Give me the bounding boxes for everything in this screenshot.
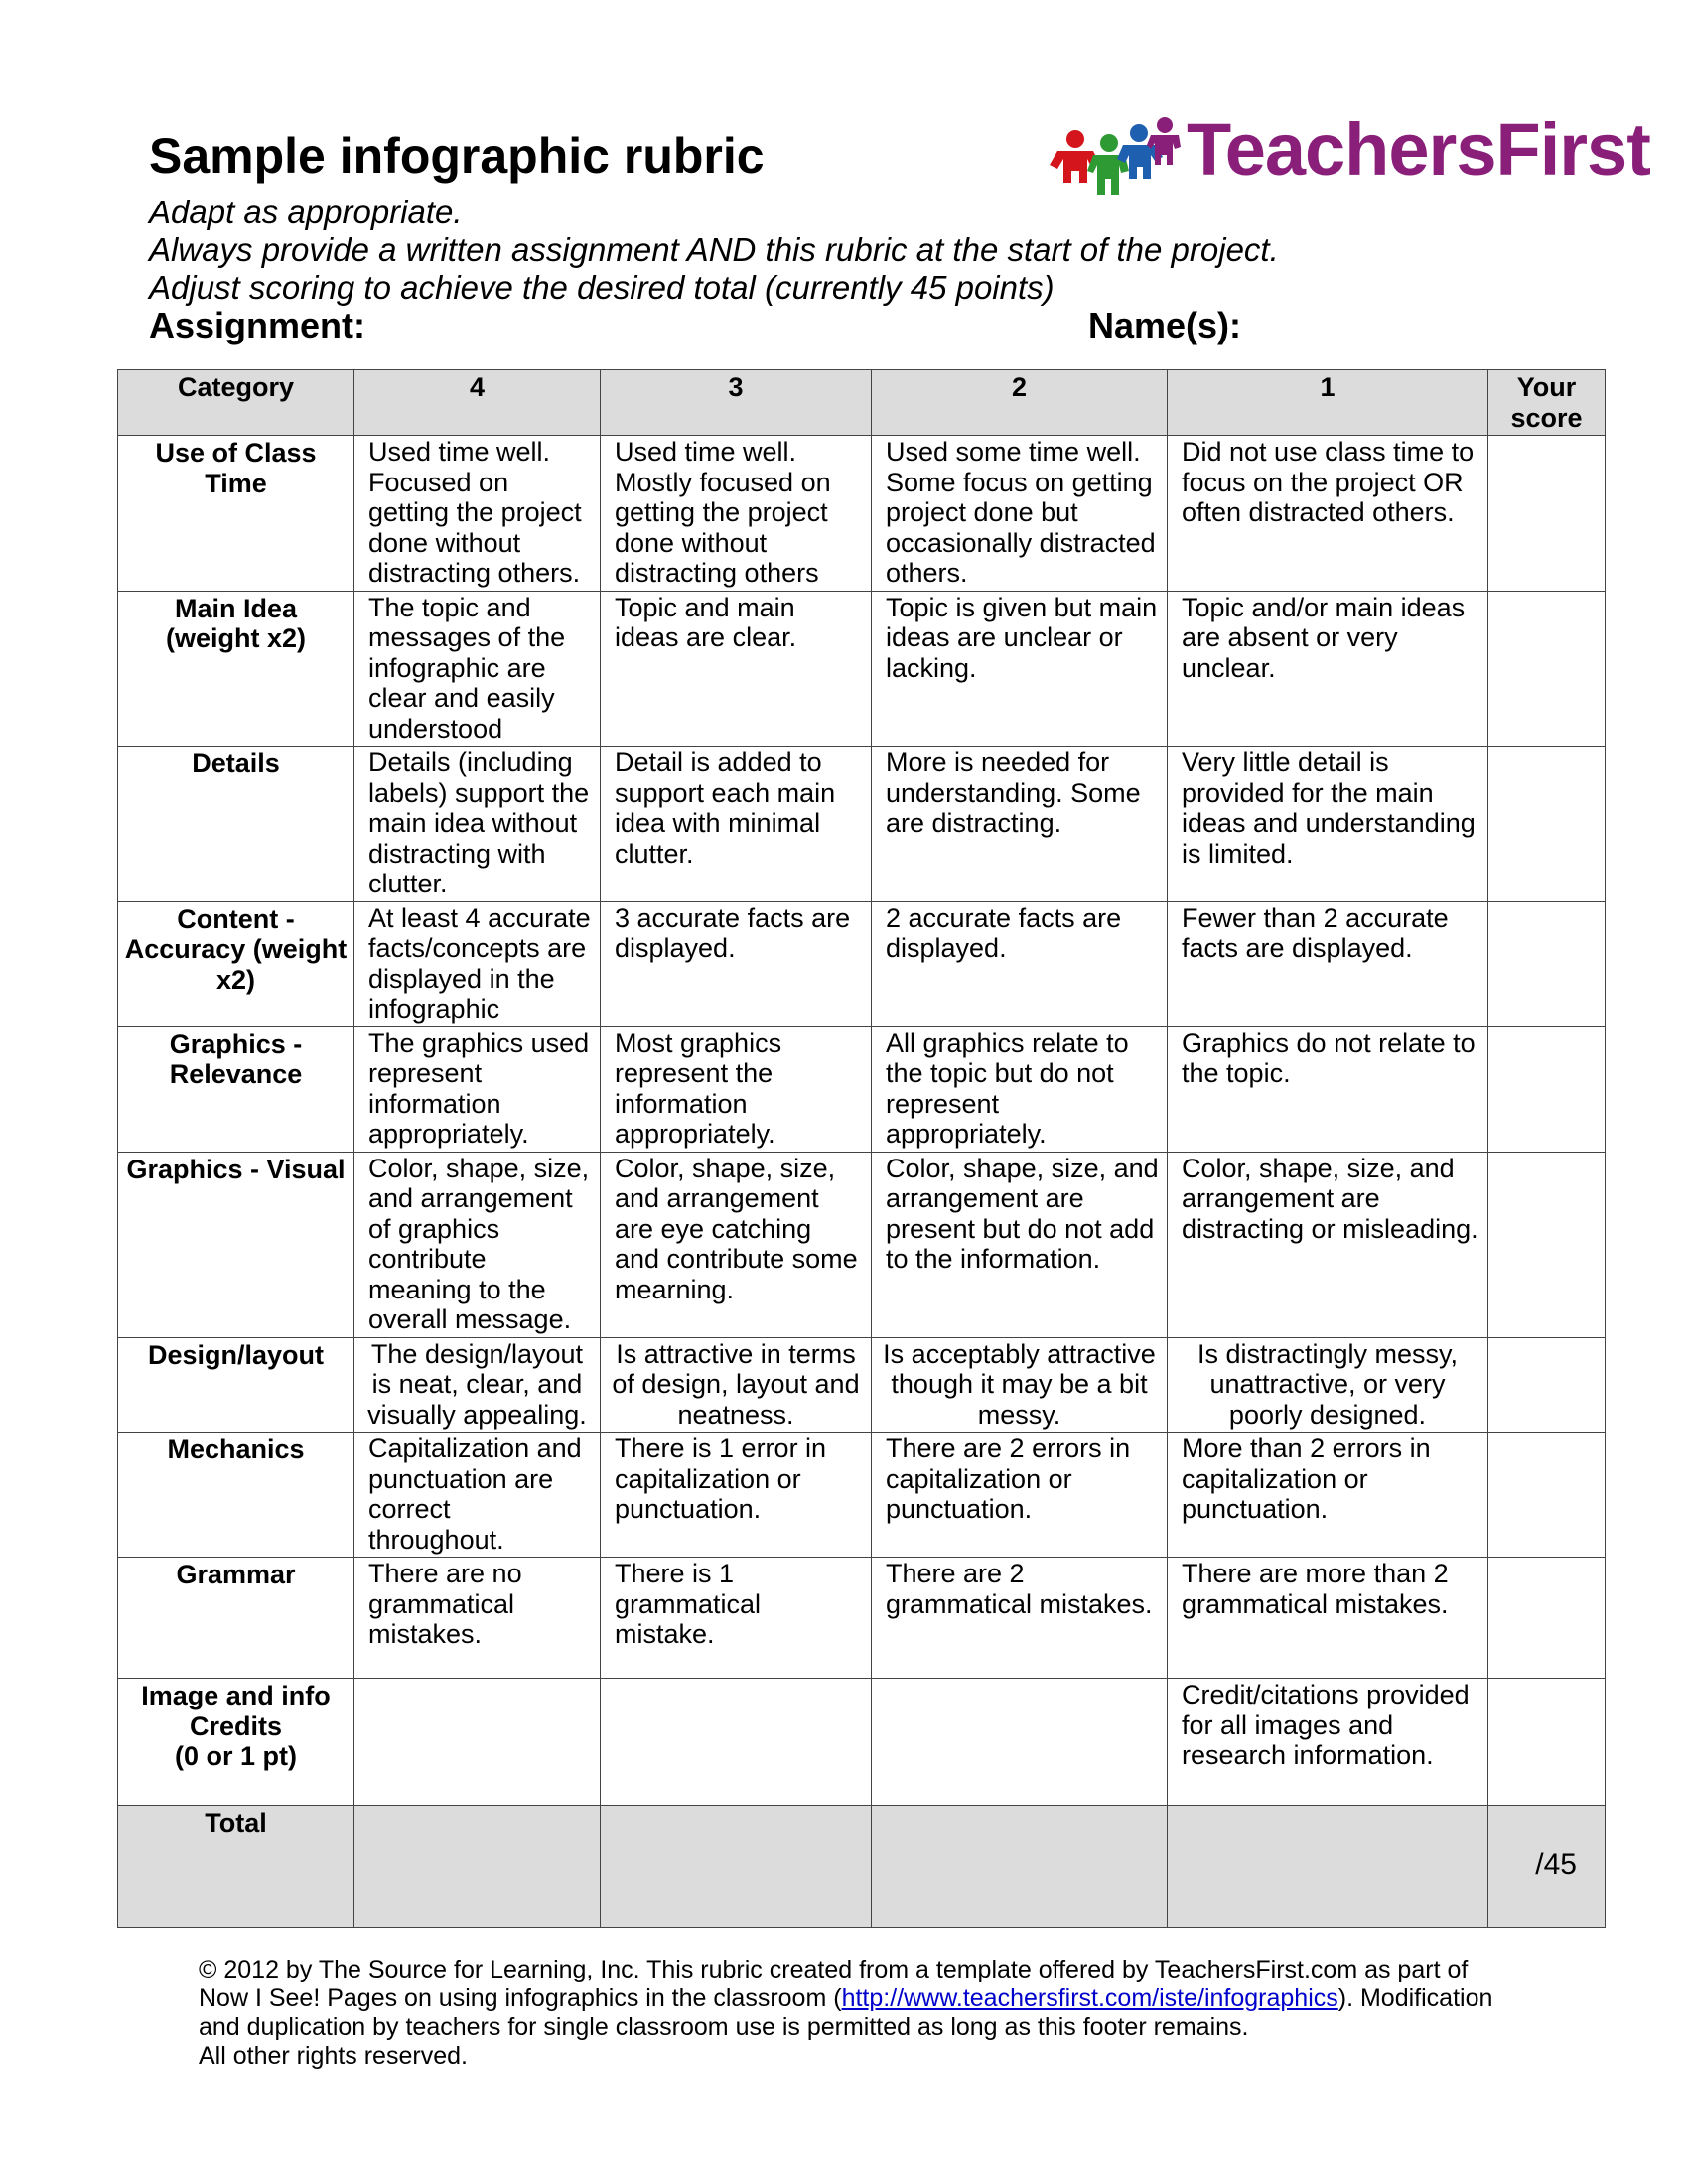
criterion-cell: Details (including labels) support the main idea without distracting with clutter. [354,747,601,902]
category-cell: Graphics - Visual [118,1152,354,1337]
category-cell: Design/layout [118,1337,354,1433]
criterion-cell: There are more than 2 grammatical mistakes. [1168,1558,1488,1679]
category-cell: Use of Class Time [118,436,354,592]
score-cell[interactable] [1488,1337,1606,1433]
criterion-cell: Detail is added to support each main idea with minimal clutter. [601,747,872,902]
criterion-cell: The topic and messages of the infographic are clear and easily understood [354,591,601,747]
criterion-cell: Capitalization and punctuation are correct throughout. [354,1433,601,1558]
criterion-cell [354,1679,601,1806]
criterion-cell: Topic and main ideas are clear. [601,591,872,747]
score-cell[interactable] [1488,901,1606,1026]
footer-text: © 2012 by The Source for Learning, Inc. This rubric created from a template offered by TeachersFirst.com as part of Now I See! Pages on using infographics in the classroom ( [199,1956,1469,2012]
criterion-cell [601,1679,872,1806]
table-row [118,901,1606,1026]
total-cell [601,1806,872,1928]
criterion-cell: More is needed for understanding. Some are distracting. [872,747,1168,902]
criterion-cell: Is acceptably attractive though it may be a bit messy. [872,1337,1168,1433]
criterion-cell: Used time well. Mostly focused on getting the project done without distracting others [601,436,872,592]
criterion-cell: Is attractive in terms of design, layout and neatness. [601,1337,872,1433]
score-cell[interactable] [1488,591,1606,747]
criterion-cell: Color, shape, size, and arrangement are distracting or misleading. [1168,1152,1488,1337]
score-cell[interactable] [1488,1679,1606,1806]
score-cell[interactable] [1488,1433,1606,1558]
criterion-cell: All graphics relate to the topic but do not represent appropriately. [872,1026,1168,1152]
criterion-cell: 3 accurate facts are displayed. [601,901,872,1026]
score-cell[interactable] [1488,1558,1606,1679]
rubric-table [117,369,1606,1928]
table-row [118,436,1606,592]
criterion-cell: There is 1 grammatical mistake. [601,1558,872,1679]
criterion-cell: Graphics do not relate to the topic. [1168,1026,1488,1152]
footer-text: ). Modification and duplication by teachers for single classroom use is permitted as long as this footer remains. [199,1984,1493,2041]
criterion-cell [872,1679,1168,1806]
category-cell: Mechanics [118,1433,354,1558]
criterion-cell: There are 2 grammatical mistakes. [872,1558,1168,1679]
criterion-cell: There are no grammatical mistakes. [354,1558,601,1679]
column-header: 1 [1168,370,1488,436]
table-row [118,1433,1606,1558]
page-title: Sample infographic rubric [149,128,765,184]
criterion-cell: Color, shape, size, and arrangement of graphics contribute meaning to the overall message. [354,1152,601,1337]
footer-rights: All other rights reserved. [199,2042,468,2070]
criterion-cell: More than 2 errors in capitalization or punctuation. [1168,1433,1488,1558]
puzzle-figures-icon [1048,113,1182,199]
teachersfirst-logo [1048,108,1650,201]
category-cell: Grammar [118,1558,354,1679]
table-row [118,1558,1606,1679]
criterion-cell: Color, shape, size, and arrangement are present but do not add to the information. [872,1152,1168,1337]
total-label: Total [118,1806,354,1928]
criterion-cell: There are 2 errors in capitalization or punctuation. [872,1433,1168,1558]
criterion-cell: Most graphics represent the information appropriately. [601,1026,872,1152]
category-cell: Graphics - Relevance [118,1026,354,1152]
table-row [118,1679,1606,1806]
column-header: Category [118,370,354,436]
total-cell [354,1806,601,1928]
criterion-cell: There is 1 error in capitalization or punctuation. [601,1433,872,1558]
subtitle-line: Adapt as appropriate. [149,194,463,230]
table-row [118,747,1606,902]
column-header: 4 [354,370,601,436]
table-row [118,591,1606,747]
total-score[interactable]: /45 [1488,1806,1606,1928]
criterion-cell: The graphics used represent information appropriately. [354,1026,601,1152]
table-row [118,1337,1606,1433]
criterion-cell: Very little detail is provided for the main ideas and understanding is limited. [1168,747,1488,902]
criterion-cell: At least 4 accurate facts/concepts are displayed in the infographic [354,901,601,1026]
column-header: 3 [601,370,872,436]
column-header: Your score [1488,370,1606,436]
criterion-cell: Did not use class time to focus on the project OR often distracted others. [1168,436,1488,592]
criterion-cell: Used some time well. Some focus on getting project done but occasionally distracted others. [872,436,1168,592]
score-cell[interactable] [1488,436,1606,592]
category-cell: Image and info Credits (0 or 1 pt) [118,1679,354,1806]
score-cell[interactable] [1488,747,1606,902]
criterion-cell: Topic is given but main ideas are unclear or lacking. [872,591,1168,747]
score-cell[interactable] [1488,1152,1606,1337]
criterion-cell: The design/layout is neat, clear, and visually appealing. [354,1337,601,1433]
total-cell [872,1806,1168,1928]
criterion-cell: 2 accurate facts are displayed. [872,901,1168,1026]
column-header: 2 [872,370,1168,436]
logo-wordmark: TeachersFirst [1187,108,1650,191]
table-row [118,1152,1606,1337]
assignment-label: Assignment: [149,305,366,345]
subtitle-line: Always provide a written assignment AND this rubric at the start of the project. [149,231,1279,268]
criterion-cell: Color, shape, size, and arrangement are eye catching and contribute some mearning. [601,1152,872,1337]
table-row [118,1026,1606,1152]
total-cell [1168,1806,1488,1928]
total-row [118,1806,1606,1928]
score-cell[interactable] [1488,1026,1606,1152]
table-header-row [118,370,1606,436]
category-cell: Main Idea (weight x2) [118,591,354,747]
copyright-footer [199,1956,1509,2071]
subtitle-line: Adjust scoring to achieve the desired total (currently 45 points) [149,269,1055,306]
criterion-cell: Credit/citations provided for all images and research information. [1168,1679,1488,1806]
criterion-cell: Fewer than 2 accurate facts are displayed. [1168,901,1488,1026]
names-label: Name(s): [1088,305,1242,345]
category-cell: Content - Accuracy (weight x2) [118,901,354,1026]
category-cell: Details [118,747,354,902]
criterion-cell: Used time well. Focused on getting the project done without distracting others. [354,436,601,592]
criterion-cell: Topic and/or main ideas are absent or very unclear. [1168,591,1488,747]
infographics-link[interactable]: http://www.teachersfirst.com/iste/infographics [841,1984,1338,2012]
criterion-cell: Is distractingly messy, unattractive, or very poorly designed. [1168,1337,1488,1433]
